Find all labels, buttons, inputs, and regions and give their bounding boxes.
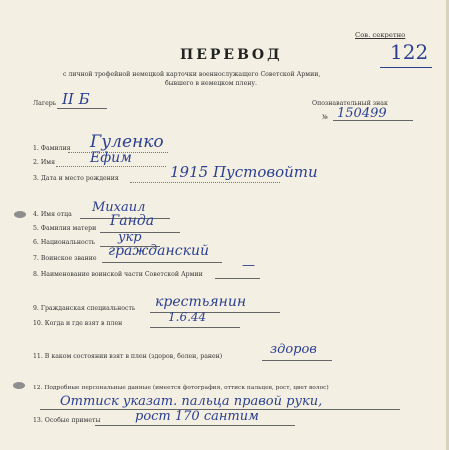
field-1-value: Гуленко (90, 132, 164, 152)
field-3-label: 3. Дата и место рождения (33, 175, 119, 182)
field-12-remark: Оттиск указат. пальца правой руки, (60, 394, 323, 409)
field-13-value: рост 170 сантим (135, 409, 259, 424)
field-7-label: 7. Воинское звание (33, 255, 97, 262)
field-11-line (262, 360, 332, 361)
field-13-line (95, 425, 295, 426)
camp-line (57, 108, 107, 109)
punch-hole-bottom (13, 382, 25, 389)
camp-value: II Б (62, 90, 90, 108)
field-8-value: — (242, 258, 255, 273)
field-12-label: 12. Подробные персональные данные (имеется фотография, оттиск пальцев, рост, цвет волос) (33, 385, 329, 391)
field-1-label: 1. Фамилия (33, 145, 71, 152)
identity-tag-value: 150499 (337, 106, 387, 121)
identity-tag-label: Опознавательный знак (312, 100, 388, 107)
field-3-line (130, 182, 280, 183)
subtitle-line-2: бывшего в немецком плену. (165, 80, 257, 87)
punch-hole-top (14, 211, 26, 218)
field-6-value: укр (118, 230, 142, 245)
field-2-label: 2. Имя (33, 159, 55, 166)
field-7-value: гражданский (108, 243, 209, 259)
sheet-number: 122 (390, 40, 429, 64)
field-9-value: крестьянин (155, 294, 247, 310)
field-10-value: 1.6.44 (168, 310, 207, 324)
identity-tag-prefix: № (322, 114, 328, 121)
sheet-number-underline (380, 67, 432, 68)
secrecy-stamp: Сов. секретно (355, 31, 406, 39)
field-3-value: 1915 Пустовойти (170, 163, 318, 181)
field-10-line (150, 327, 240, 328)
field-2-value: Ефим (90, 150, 132, 166)
field-10-label: 10. Когда и где взят в плен (33, 320, 123, 327)
field-8-line (215, 278, 260, 279)
field-11-label: 11. В каком состоянии взят в плен (здоров, болен, ранен) (33, 353, 223, 360)
field-9-label: 9. Гражданская специальность (33, 305, 136, 312)
field-7-line (102, 262, 222, 263)
field-2-line (56, 166, 166, 167)
field-5-value: Ганда (110, 213, 155, 229)
field-4-label: 4. Имя отца (33, 211, 72, 218)
camp-label: Лагерь (33, 100, 57, 107)
field-11-value: здоров (270, 342, 317, 357)
subtitle-line-1: с личной трофейной немецкой карточки военнослужащего Советской Армии, (63, 71, 321, 78)
field-13-label: 13. Особые приметы (33, 417, 101, 424)
field-5-label: 5. Фамилия матери (33, 225, 97, 232)
document-title: ПЕРЕВОД (180, 47, 283, 63)
field-4-value: Михаил (92, 200, 146, 215)
field-6-label: 6. Национальность (33, 239, 96, 246)
field-8-label: 8. Наименование воинской части Советской Армии (33, 271, 203, 278)
